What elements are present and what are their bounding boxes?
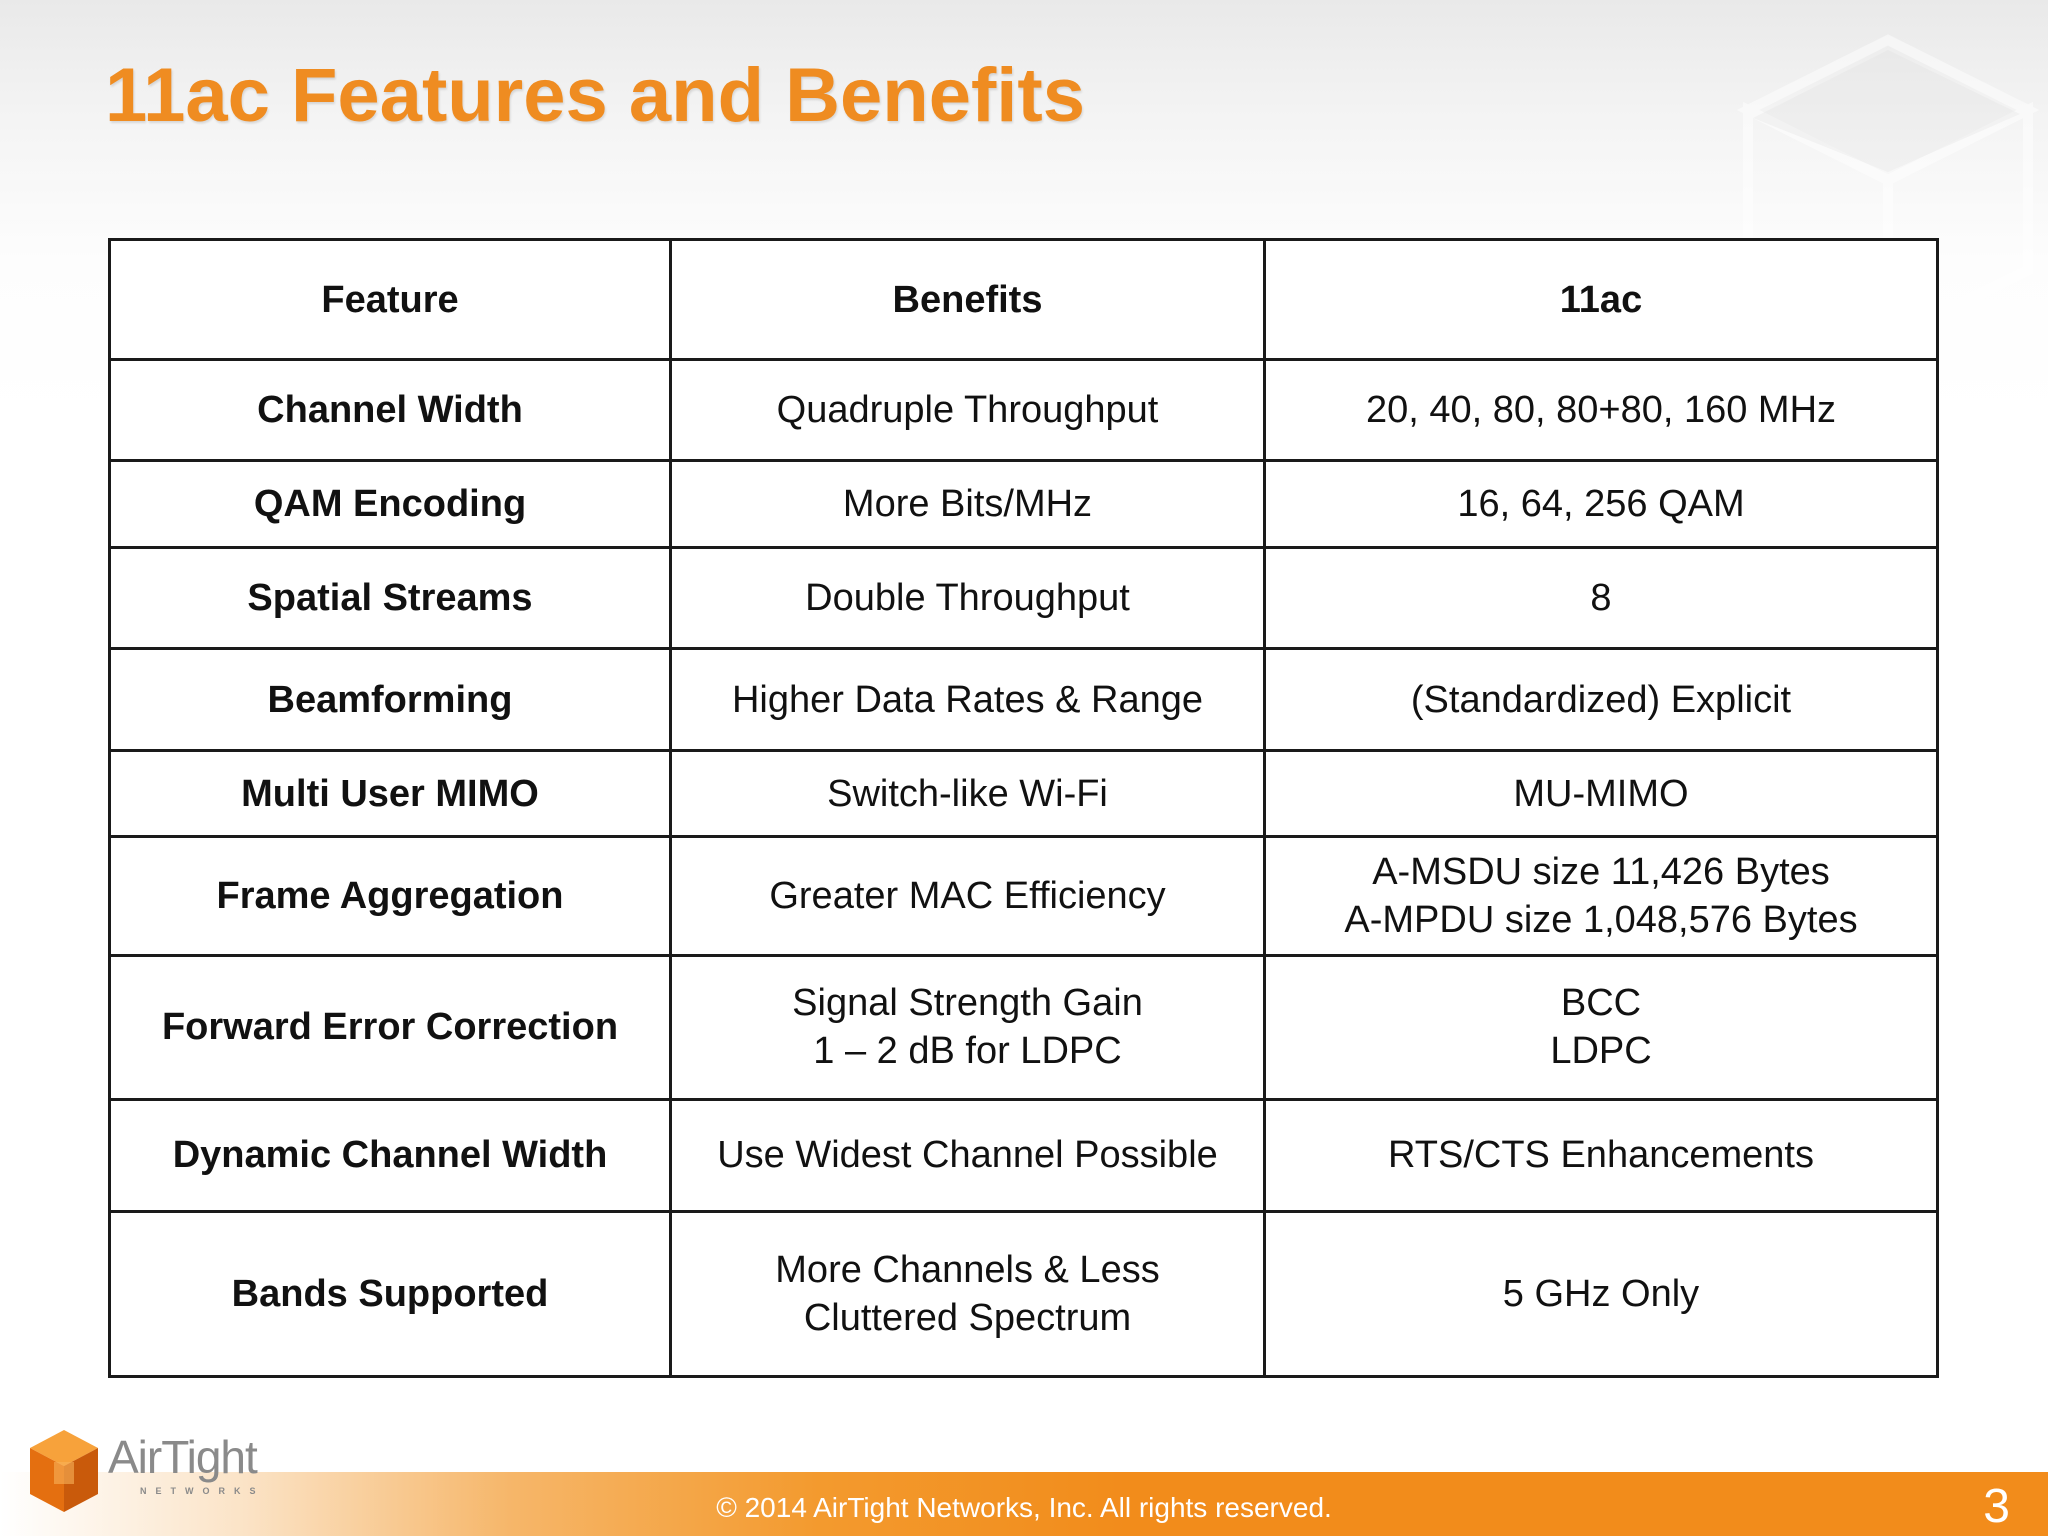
benefit-line: Quadruple Throughput [776,389,1159,432]
value-cell [1265,1099,1938,1212]
value-cell [1265,360,1938,461]
value-line: 16, 64, 256 QAM [1457,483,1745,526]
logo-wordmark: AirTight [108,1431,257,1483]
value-cell [1265,1212,1938,1377]
copyright-text: © 2014 AirTight Networks, Inc. All rights reserved. [716,1492,1332,1523]
benefit-cell [671,649,1265,750]
value-cell [1265,547,1938,648]
benefit-cell [671,461,1265,547]
benefit-cell [671,360,1265,461]
benefit-line: 1 – 2 dB for LDPC [813,1030,1122,1073]
logo-cube-icon [24,1424,104,1520]
airtight-logo [24,1424,264,1524]
value-line: A-MPDU size 1,048,576 Bytes [1344,899,1858,942]
benefit-line: More Bits/MHz [842,483,1093,526]
value-line: A-MSDU size 11,426 Bytes [1372,851,1830,894]
value-line: MU-MIMO [1513,772,1689,815]
benefit-cell [671,547,1265,648]
logo-subtext: NETWORKS [140,1486,265,1496]
table-body [110,360,1938,1377]
table-row [110,1212,1938,1377]
value-line: BCC [1560,982,1642,1025]
value-cell [1265,750,1938,836]
benefit-cell [671,955,1265,1099]
value-line: LDPC [1550,1030,1652,1073]
feature-cell: Channel Width [110,360,671,461]
benefit-line: Higher Data Rates & Range [731,678,1204,721]
benefit-cell [671,1212,1265,1377]
table-row [110,649,1938,750]
table-row [110,461,1938,547]
value-cell [1265,649,1938,750]
benefit-line: Signal Strength Gain [792,982,1143,1025]
benefit-cell [671,837,1265,956]
table-row [110,837,1938,956]
value-line: 20, 40, 80, 80+80, 160 MHz [1365,389,1837,432]
feature-cell: Multi User MIMO [110,750,671,836]
benefit-line: Cluttered Spectrum [803,1297,1132,1340]
feature-cell: Spatial Streams [110,547,671,648]
page-number: 3 [1983,1480,2010,1533]
table-row [110,750,1938,836]
table-row [110,360,1938,461]
table-row [110,1099,1938,1212]
value-cell [1265,955,1938,1099]
benefit-line: Use Widest Channel Possible [717,1134,1218,1177]
feature-cell: Beamforming [110,649,671,750]
features-table [108,238,1939,1378]
value-line: 5 GHz Only [1502,1273,1700,1316]
value-line: 8 [1590,577,1612,620]
benefit-cell [671,750,1265,836]
feature-cell: Forward Error Correction [110,955,671,1099]
header-benefits: Benefits [671,240,1265,360]
benefit-line: More Channels & Less [775,1249,1160,1292]
value-cell [1265,461,1938,547]
benefit-line: Switch-like Wi-Fi [827,772,1108,815]
feature-cell: Dynamic Channel Width [110,1099,671,1212]
value-line: RTS/CTS Enhancements [1388,1134,1814,1177]
benefit-cell [671,1099,1265,1212]
value-cell [1265,837,1938,956]
feature-cell: Bands Supported [110,1212,671,1377]
benefit-line: Greater MAC Efficiency [769,875,1166,918]
table-row [110,955,1938,1099]
header-11ac: 11ac [1265,240,1938,360]
value-line: (Standardized) Explicit [1410,678,1792,721]
table-header-row [110,240,1938,360]
feature-cell: QAM Encoding [110,461,671,547]
header-feature: Feature [110,240,671,360]
feature-cell: Frame Aggregation [110,837,671,956]
features-table-container [108,238,1936,1378]
benefit-line: Double Throughput [805,577,1130,620]
table-row [110,547,1938,648]
slide-title: 11ac Features and Benefits [105,53,1085,138]
